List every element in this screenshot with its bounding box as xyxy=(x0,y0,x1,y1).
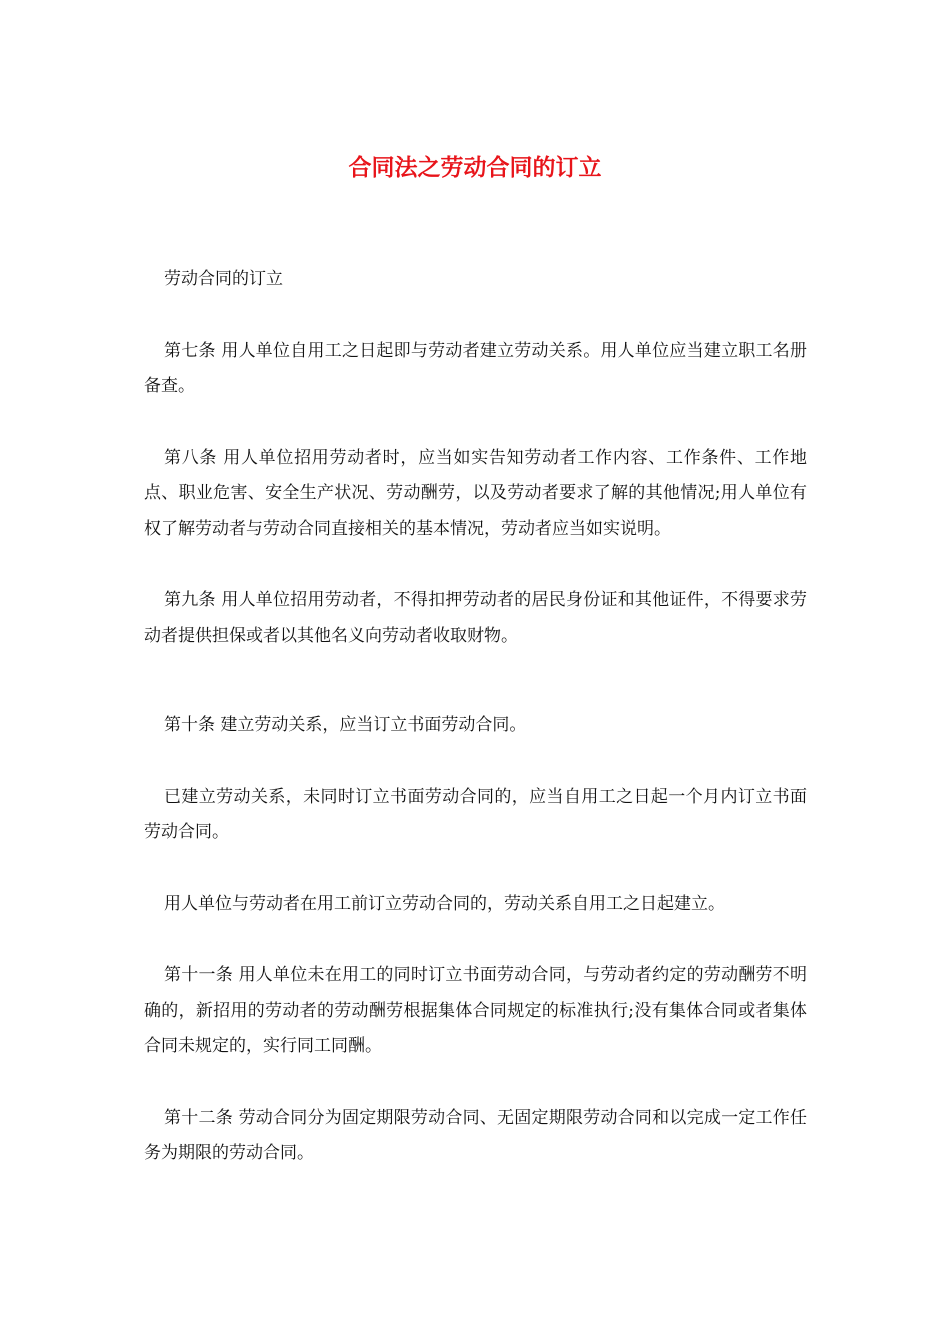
article-11: 第十一条 用人单位未在用工的同时订立书面劳动合同，与劳动者约定的劳动酬劳不明确的，新招用的劳动者的劳动酬劳根据集体合同规定的标准执行;没有集体合同或者集体合同未规定的，实行同工同酬。 xyxy=(144,965,807,1056)
article-10: 第十条 建立劳动关系，应当订立书面劳动合同。 xyxy=(164,715,527,735)
document-body xyxy=(144,262,807,1208)
section-heading: 劳动合同的订立 xyxy=(164,269,283,289)
article-9: 第九条 用人单位招用劳动者，不得扣押劳动者的居民身份证和其他证件，不得要求劳动者提供担保或者以其他名义向劳动者收取财物。 xyxy=(144,590,807,646)
article-10-clause-2: 已建立劳动关系，未同时订立书面劳动合同的，应当自用工之日起一个月内订立书面劳动合同。 xyxy=(144,786,807,842)
article-10-clause-3: 用人单位与劳动者在用工前订立劳动合同的，劳动关系自用工之日起建立。 xyxy=(164,893,725,914)
document-title: 合同法之劳动合同的订立 xyxy=(348,154,602,181)
article-7: 第七条 用人单位自用工之日起即与劳动者建立劳动关系。用人单位应当建立职工名册备查。 xyxy=(144,340,807,396)
article-8: 第八条 用人单位招用劳动者时，应当如实告知劳动者工作内容、工作条件、工作地点、职业危害、安全生产状况、劳动酬劳，以及劳动者要求了解的其他情况;用人单位有权了解劳动者与劳动合同直接相关的基本情况，劳动者应当如实说明。 xyxy=(144,447,807,539)
article-12: 第十二条 劳动合同分为固定期限劳动合同、无固定期限劳动合同和以完成一定工作任务为期限的劳动合同。 xyxy=(144,1107,807,1163)
